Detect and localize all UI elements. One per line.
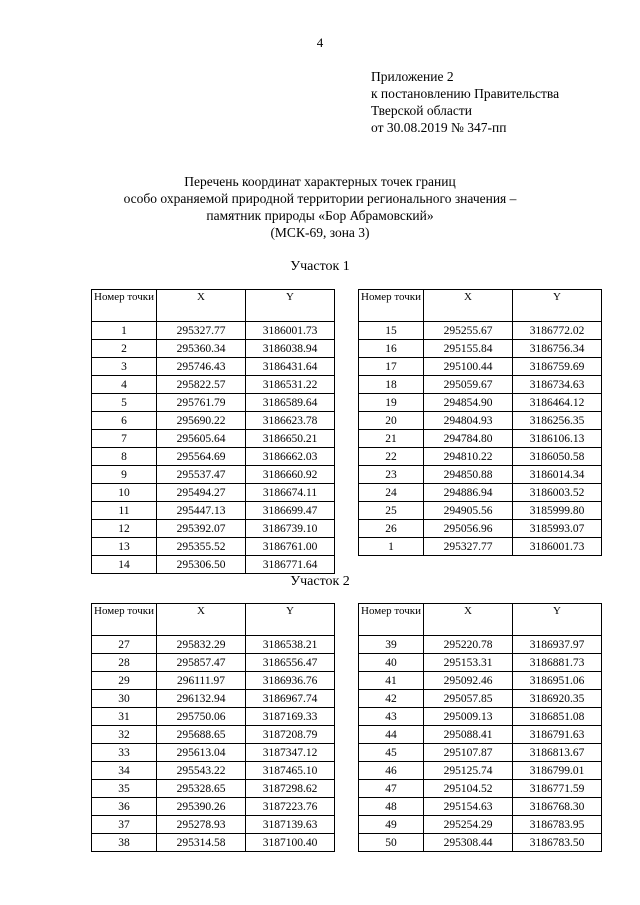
table-row [359,520,602,538]
document-title [0,173,640,241]
point-number-cell: 44 [359,726,424,744]
x-coordinate-cell: 295564.69 [157,448,246,466]
x-coordinate-cell: 295543.22 [157,762,246,780]
y-coordinate-cell: 3186951.06 [513,672,602,690]
table-row [359,654,602,672]
table-row [92,412,335,430]
x-coordinate-cell: 294886.94 [424,484,513,502]
y-coordinate-cell: 3186920.35 [513,690,602,708]
y-coordinate-cell: 3187169.33 [246,708,335,726]
table-row [359,690,602,708]
point-number-cell: 30 [92,690,157,708]
x-coordinate-cell: 295447.13 [157,502,246,520]
point-number-cell: 17 [359,358,424,376]
page-number: 4 [316,35,324,50]
y-coordinate-cell: 3186556.47 [246,654,335,672]
table-row [359,708,602,726]
x-coordinate-cell: 295613.04 [157,744,246,762]
table-row [359,816,602,834]
point-number-cell: 47 [359,780,424,798]
table-row [359,502,602,520]
appendix-line: от 30.08.2019 № 347-пп [371,120,507,135]
x-column-header: X [424,604,513,636]
x-coordinate-cell: 295360.34 [157,340,246,358]
y-coordinate-cell: 3186050.58 [513,448,602,466]
coordinates-table [358,289,602,556]
x-coordinate-cell: 294804.93 [424,412,513,430]
point-number-cell: 45 [359,744,424,762]
point-number-cell: 1 [92,322,157,340]
x-coordinate-cell: 295306.50 [157,556,246,574]
point-number-cell: 12 [92,520,157,538]
y-coordinate-cell: 3186734.63 [513,376,602,394]
x-coordinate-cell: 295537.47 [157,466,246,484]
x-coordinate-cell: 295220.78 [424,636,513,654]
table-row [92,654,335,672]
y-coordinate-cell: 3186813.67 [513,744,602,762]
table-row [359,430,602,448]
table-row [359,484,602,502]
point-number-cell: 26 [359,520,424,538]
y-coordinate-cell: 3187208.79 [246,726,335,744]
table-row [92,340,335,358]
x-coordinate-cell: 295832.29 [157,636,246,654]
table-row [359,780,602,798]
point-number-cell: 8 [92,448,157,466]
appendix-header [371,68,559,136]
y-coordinate-cell: 3186768.30 [513,798,602,816]
point-number-cell: 33 [92,744,157,762]
y-column-header: Y [513,290,602,322]
point-number-cell: 43 [359,708,424,726]
table-row [359,672,602,690]
table-row [92,708,335,726]
coordinates-table [358,603,602,852]
x-coordinate-cell: 295392.07 [157,520,246,538]
y-coordinate-cell: 3187100.40 [246,834,335,852]
y-coordinate-cell: 3186001.73 [513,538,602,556]
coordinates-table [91,603,335,852]
title-line: Перечень координат характерных точек границ [184,174,456,189]
x-coordinate-cell: 295494.27 [157,484,246,502]
table-row [359,798,602,816]
title-line: (МСК-69, зона 3) [270,225,370,240]
y-coordinate-cell: 3186791.63 [513,726,602,744]
y-coordinate-cell: 3186623.78 [246,412,335,430]
table-row [92,520,335,538]
table-row [92,834,335,852]
table-row [92,690,335,708]
table-row [359,636,602,654]
x-coordinate-cell: 295092.46 [424,672,513,690]
point-number-cell: 10 [92,484,157,502]
x-coordinate-cell: 295107.87 [424,744,513,762]
x-coordinate-cell: 295314.58 [157,834,246,852]
x-coordinate-cell: 295327.77 [424,538,513,556]
table-row [92,726,335,744]
y-coordinate-cell: 3186001.73 [246,322,335,340]
section-label: Участок 1 [290,259,350,274]
y-coordinate-cell: 3186538.21 [246,636,335,654]
point-number-cell: 7 [92,430,157,448]
table-header-row [359,290,602,322]
y-coordinate-cell: 3185999.80 [513,502,602,520]
point-number-cell: 20 [359,412,424,430]
table-row [92,744,335,762]
table-row [92,376,335,394]
appendix-line: Тверской области [371,103,472,118]
x-coordinate-cell: 295746.43 [157,358,246,376]
point-number-cell: 42 [359,690,424,708]
point-number-cell: 32 [92,726,157,744]
point-number-cell: 21 [359,430,424,448]
table-row [92,780,335,798]
appendix-line: Приложение 2 [371,69,454,84]
y-coordinate-cell: 3186674.11 [246,484,335,502]
x-coordinate-cell: 294850.88 [424,466,513,484]
table-header-row [92,604,335,636]
table-row [359,762,602,780]
table-row [359,834,602,852]
x-coordinate-cell: 295155.84 [424,340,513,358]
x-coordinate-cell: 295690.22 [157,412,246,430]
x-coordinate-cell: 295605.64 [157,430,246,448]
y-coordinate-cell: 3186937.97 [513,636,602,654]
point-number-cell: 31 [92,708,157,726]
y-column-header: Y [246,290,335,322]
y-coordinate-cell: 3186771.59 [513,780,602,798]
x-coordinate-cell: 295355.52 [157,538,246,556]
table-row [92,556,335,574]
point-number-cell: 2 [92,340,157,358]
point-number-cell: 22 [359,448,424,466]
point-number-cell: 28 [92,654,157,672]
table-row [92,502,335,520]
x-coordinate-cell: 295059.67 [424,376,513,394]
y-coordinate-cell: 3186256.35 [513,412,602,430]
point-number-cell: 38 [92,834,157,852]
point-number-cell: 29 [92,672,157,690]
y-coordinate-cell: 3186589.64 [246,394,335,412]
point-number-cell: 34 [92,762,157,780]
y-coordinate-cell: 3186038.94 [246,340,335,358]
point-number-cell: 36 [92,798,157,816]
x-coordinate-cell: 295153.31 [424,654,513,672]
table-row [92,430,335,448]
y-coordinate-cell: 3186967.74 [246,690,335,708]
table-row [92,484,335,502]
x-coordinate-cell: 294784.80 [424,430,513,448]
y-coordinate-cell: 3186660.92 [246,466,335,484]
table-row [359,358,602,376]
point-number-cell: 46 [359,762,424,780]
point-number-cell: 6 [92,412,157,430]
point-number-cell: 49 [359,816,424,834]
point-number-cell: 50 [359,834,424,852]
y-coordinate-cell: 3186431.64 [246,358,335,376]
point-number-cell: 23 [359,466,424,484]
x-coordinate-cell: 295255.67 [424,322,513,340]
point-column-header: Номер точки [92,290,157,322]
x-coordinate-cell: 295009.13 [424,708,513,726]
x-coordinate-cell: 294810.22 [424,448,513,466]
table-row [92,394,335,412]
y-coordinate-cell: 3186936.76 [246,672,335,690]
x-coordinate-cell: 295056.96 [424,520,513,538]
y-coordinate-cell: 3186531.22 [246,376,335,394]
y-coordinate-cell: 3186771.64 [246,556,335,574]
x-coordinate-cell: 295308.44 [424,834,513,852]
table-row [359,394,602,412]
x-coordinate-cell: 295761.79 [157,394,246,412]
y-coordinate-cell: 3186699.47 [246,502,335,520]
x-coordinate-cell: 295750.06 [157,708,246,726]
y-coordinate-cell: 3186881.73 [513,654,602,672]
point-number-cell: 19 [359,394,424,412]
y-coordinate-cell: 3187465.10 [246,762,335,780]
y-coordinate-cell: 3185993.07 [513,520,602,538]
x-coordinate-cell: 294905.56 [424,502,513,520]
y-coordinate-cell: 3187347.12 [246,744,335,762]
y-coordinate-cell: 3186761.00 [246,538,335,556]
point-number-cell: 11 [92,502,157,520]
table-row [92,672,335,690]
point-number-cell: 5 [92,394,157,412]
x-coordinate-cell: 295125.74 [424,762,513,780]
x-coordinate-cell: 295278.93 [157,816,246,834]
table-row [92,538,335,556]
y-coordinate-cell: 3186014.34 [513,466,602,484]
x-coordinate-cell: 295104.52 [424,780,513,798]
y-column-header: Y [246,604,335,636]
appendix-line: к постановлению Правительства [371,86,560,101]
x-coordinate-cell: 296111.97 [157,672,246,690]
x-coordinate-cell: 295088.41 [424,726,513,744]
section-label: Участок 2 [290,574,350,589]
y-coordinate-cell: 3186799.01 [513,762,602,780]
x-coordinate-cell: 294854.90 [424,394,513,412]
table-row [92,322,335,340]
table-header-row [359,604,602,636]
x-column-header: X [157,604,246,636]
y-coordinate-cell: 3186662.03 [246,448,335,466]
point-number-cell: 3 [92,358,157,376]
y-coordinate-cell: 3186851.08 [513,708,602,726]
table-row [359,376,602,394]
y-coordinate-cell: 3186106.13 [513,430,602,448]
table-row [359,744,602,762]
title-line: особо охраняемой природной территории регионального значения – [123,191,517,206]
point-number-cell: 15 [359,322,424,340]
point-number-cell: 39 [359,636,424,654]
y-coordinate-cell: 3186783.95 [513,816,602,834]
y-coordinate-cell: 3186783.50 [513,834,602,852]
x-column-header: X [157,290,246,322]
y-coordinate-cell: 3186756.34 [513,340,602,358]
x-coordinate-cell: 295390.26 [157,798,246,816]
point-number-cell: 25 [359,502,424,520]
table-row [92,762,335,780]
y-coordinate-cell: 3187139.63 [246,816,335,834]
table-row [359,412,602,430]
x-coordinate-cell: 295688.65 [157,726,246,744]
point-number-cell: 48 [359,798,424,816]
table-row [92,358,335,376]
x-coordinate-cell: 295254.29 [424,816,513,834]
point-number-cell: 14 [92,556,157,574]
table-row [92,448,335,466]
point-number-cell: 37 [92,816,157,834]
y-coordinate-cell: 3186739.10 [246,520,335,538]
point-number-cell: 1 [359,538,424,556]
y-column-header: Y [513,604,602,636]
table-row [359,726,602,744]
x-coordinate-cell: 296132.94 [157,690,246,708]
point-number-cell: 16 [359,340,424,358]
point-column-header: Номер точки [92,604,157,636]
table-row [359,448,602,466]
table-row [92,466,335,484]
title-line: памятник природы «Бор Абрамовский» [206,208,434,223]
table-row [359,466,602,484]
y-coordinate-cell: 3186759.69 [513,358,602,376]
point-number-cell: 40 [359,654,424,672]
point-number-cell: 4 [92,376,157,394]
x-coordinate-cell: 295327.77 [157,322,246,340]
point-number-cell: 35 [92,780,157,798]
point-number-cell: 41 [359,672,424,690]
table-row [92,798,335,816]
y-coordinate-cell: 3186464.12 [513,394,602,412]
table-row [359,340,602,358]
x-coordinate-cell: 295328.65 [157,780,246,798]
y-coordinate-cell: 3187298.62 [246,780,335,798]
y-coordinate-cell: 3186650.21 [246,430,335,448]
y-coordinate-cell: 3187223.76 [246,798,335,816]
table-row [92,636,335,654]
table-row [92,816,335,834]
point-number-cell: 27 [92,636,157,654]
point-number-cell: 9 [92,466,157,484]
coordinates-table [91,289,335,574]
point-number-cell: 24 [359,484,424,502]
y-coordinate-cell: 3186003.52 [513,484,602,502]
table-row [359,538,602,556]
point-number-cell: 13 [92,538,157,556]
point-column-header: Номер точки [359,290,424,322]
x-column-header: X [424,290,513,322]
x-coordinate-cell: 295057.85 [424,690,513,708]
x-coordinate-cell: 295822.57 [157,376,246,394]
x-coordinate-cell: 295154.63 [424,798,513,816]
x-coordinate-cell: 295100.44 [424,358,513,376]
point-number-cell: 18 [359,376,424,394]
y-coordinate-cell: 3186772.02 [513,322,602,340]
table-row [359,322,602,340]
table-header-row [92,290,335,322]
point-column-header: Номер точки [359,604,424,636]
x-coordinate-cell: 295857.47 [157,654,246,672]
